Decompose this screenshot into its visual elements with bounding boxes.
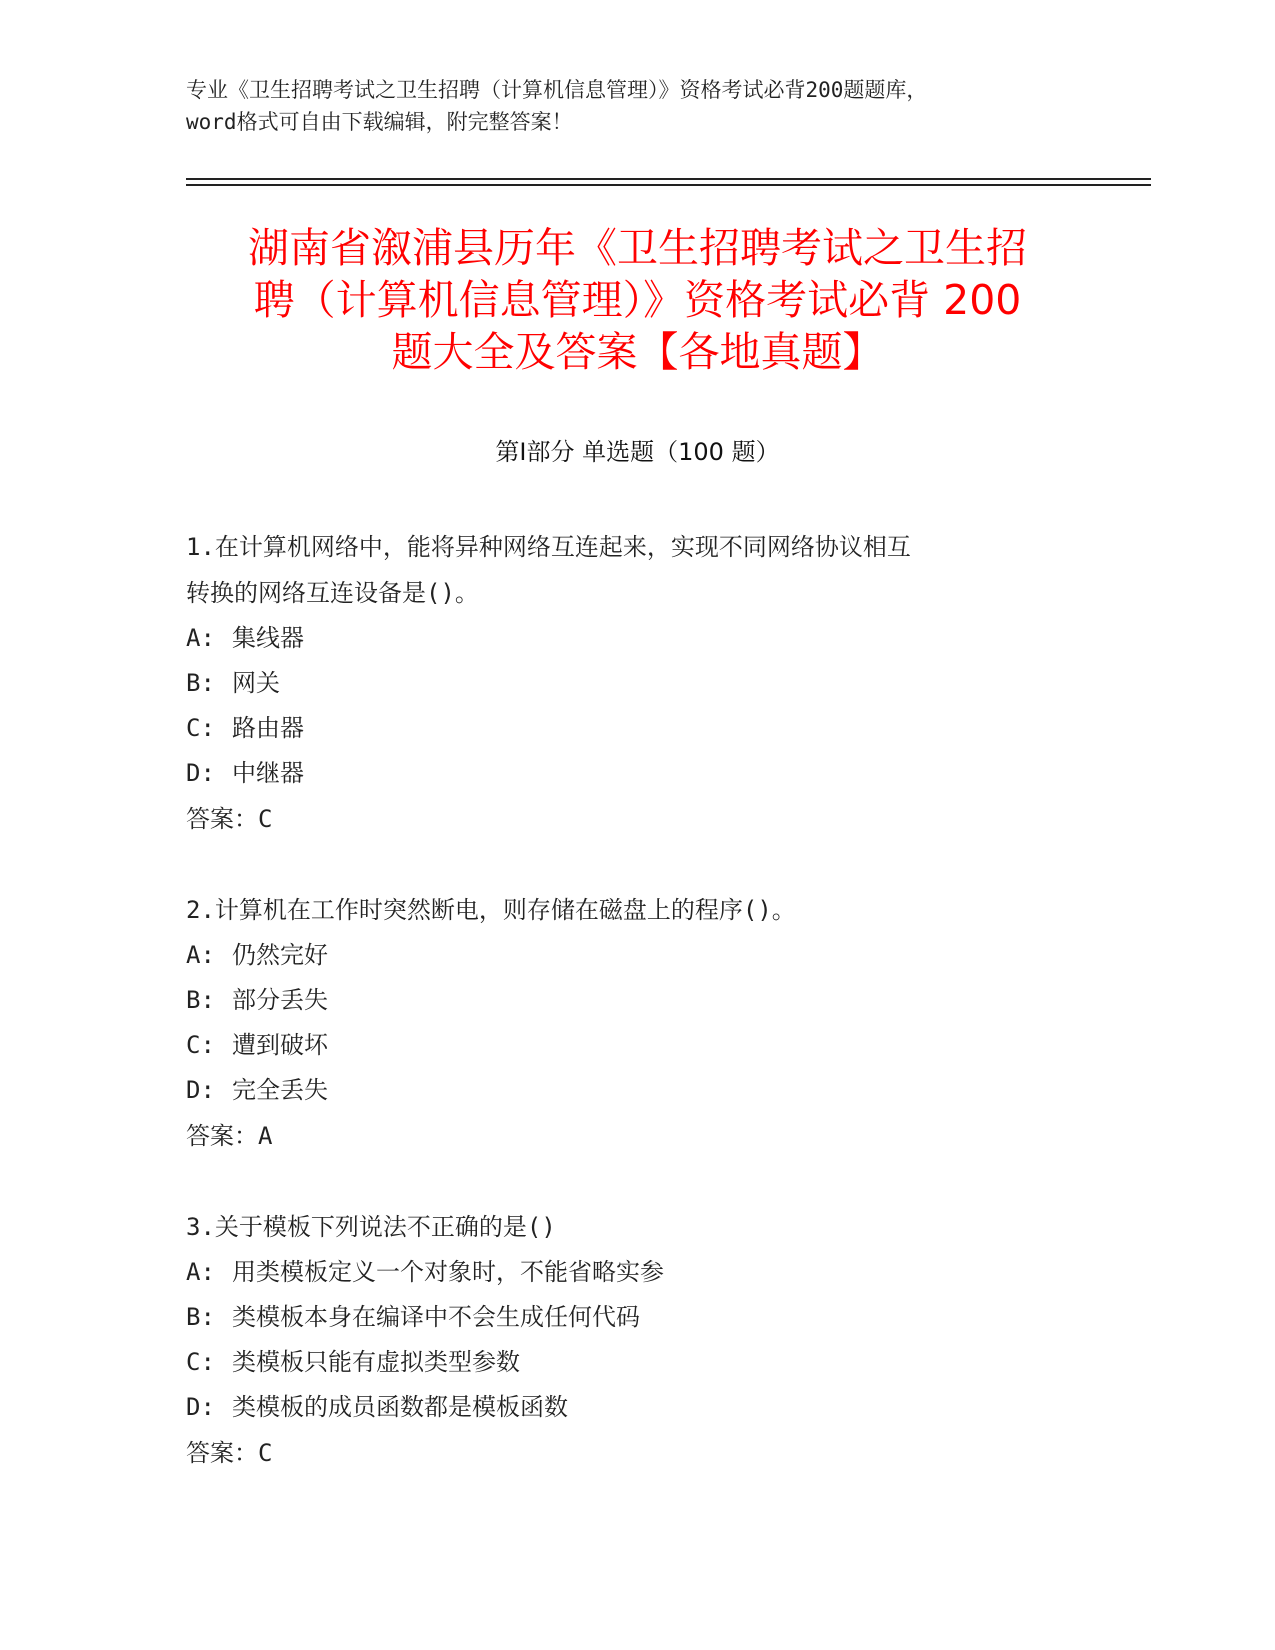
option-letter: D: xyxy=(186,1393,215,1421)
header-divider-top xyxy=(186,178,1151,180)
option-a xyxy=(186,616,1066,661)
option-text: 用类模板定义一个对象时，不能省略实参 xyxy=(232,1258,664,1286)
option-d xyxy=(186,1385,1066,1430)
question-stem-line-1: 1.在计算机网络中，能将异种网络互连起来，实现不同网络协议相互 xyxy=(186,533,911,561)
answer-value: C xyxy=(258,805,273,833)
option-d xyxy=(186,1068,1066,1113)
option-letter: C: xyxy=(186,1348,215,1376)
option-text: 网关 xyxy=(232,669,280,697)
option-letter: D: xyxy=(186,759,215,787)
option-b xyxy=(186,661,1066,706)
answer-label: 答案： xyxy=(186,805,258,833)
question-3 xyxy=(186,1204,1066,1476)
answer xyxy=(186,796,1066,842)
answer-value: A xyxy=(258,1122,273,1150)
option-letter: A: xyxy=(186,1258,215,1286)
option-b xyxy=(186,1295,1066,1340)
option-letter: A: xyxy=(186,941,215,969)
option-text: 类模板本身在编译中不会生成任何代码 xyxy=(232,1303,640,1331)
option-a xyxy=(186,1250,1066,1295)
question-stem-line-2: 转换的网络互连设备是()。 xyxy=(186,579,479,607)
option-text: 集线器 xyxy=(232,624,304,652)
option-text: 部分丢失 xyxy=(232,986,328,1014)
option-letter: D: xyxy=(186,1076,215,1104)
document-title-line-1: 湖南省溆浦县历年《卫生招聘考试之卫生招 xyxy=(248,224,1027,272)
option-c xyxy=(186,706,1066,751)
question-stem-line-1: 2.计算机在工作时突然断电，则存储在磁盘上的程序()。 xyxy=(186,896,796,924)
document-title xyxy=(180,222,1095,378)
option-text: 类模板只能有虚拟类型参数 xyxy=(232,1348,520,1376)
header-note-line-2: word格式可自由下载编辑，附完整答案！ xyxy=(186,110,573,134)
question-1 xyxy=(186,524,1066,842)
option-c xyxy=(186,1023,1066,1068)
option-c xyxy=(186,1340,1066,1385)
option-text: 路由器 xyxy=(232,714,304,742)
header-divider-bottom xyxy=(186,184,1151,186)
option-text: 完全丢失 xyxy=(232,1076,328,1104)
option-text: 类模板的成员函数都是模板函数 xyxy=(232,1393,568,1421)
answer-label: 答案： xyxy=(186,1122,258,1150)
section-title: 第Ⅰ部分 单选题（100 题） xyxy=(495,438,780,466)
header-note-line-1: 专业《卫生招聘考试之卫生招聘（计算机信息管理）》资格考试必背200题题库， xyxy=(186,78,928,102)
answer xyxy=(186,1430,1066,1476)
question-2 xyxy=(186,887,1066,1159)
header-note xyxy=(186,74,1086,138)
answer-value: C xyxy=(258,1439,273,1467)
option-letter: A: xyxy=(186,624,215,652)
option-text: 遭到破坏 xyxy=(232,1031,328,1059)
answer-label: 答案： xyxy=(186,1439,258,1467)
option-letter: B: xyxy=(186,1303,215,1331)
option-b xyxy=(186,978,1066,1023)
option-a xyxy=(186,933,1066,978)
option-letter: C: xyxy=(186,1031,215,1059)
option-d xyxy=(186,751,1066,796)
option-letter: B: xyxy=(186,986,215,1014)
answer xyxy=(186,1113,1066,1159)
option-letter: B: xyxy=(186,669,215,697)
option-text: 仍然完好 xyxy=(232,941,328,969)
option-text: 中继器 xyxy=(232,759,304,787)
question-stem-line-1: 3.关于模板下列说法不正确的是() xyxy=(186,1213,556,1241)
option-letter: C: xyxy=(186,714,215,742)
document-title-line-2: 聘（计算机信息管理）》资格考试必背 200 xyxy=(253,276,1022,324)
document-title-line-3: 题大全及答案【各地真题】 xyxy=(391,328,884,376)
